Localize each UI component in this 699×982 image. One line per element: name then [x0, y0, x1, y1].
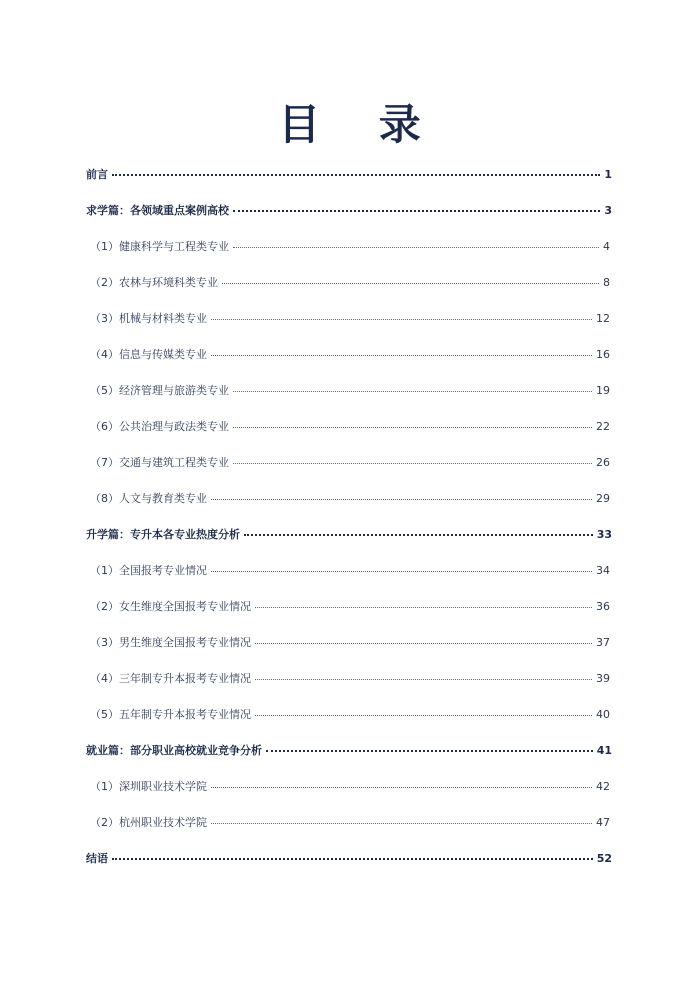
toc-leader-dots	[233, 463, 592, 464]
toc-entry[interactable]	[86, 340, 612, 376]
toc-entry[interactable]	[86, 232, 612, 268]
toc-entry-page: 42	[596, 780, 610, 793]
toc-leader-dots	[233, 247, 599, 248]
toc-entry-label: （2）农林与环境科类专业	[90, 276, 218, 289]
toc-entry-page: 3	[604, 204, 612, 217]
toc-leader-dots	[112, 858, 593, 860]
toc-leader-dots	[211, 787, 592, 788]
toc-entry-page: 52	[596, 852, 612, 865]
toc-entry[interactable]	[86, 844, 612, 880]
toc-entry-page: 37	[596, 636, 610, 649]
toc-entry[interactable]	[86, 376, 612, 412]
toc-leader-dots	[222, 283, 599, 284]
toc-leader-dots	[255, 715, 592, 716]
toc-entry[interactable]	[86, 304, 612, 340]
toc-entry[interactable]	[86, 736, 612, 772]
table-of-contents	[86, 160, 612, 880]
toc-entry[interactable]	[86, 196, 612, 232]
toc-entry-page: 40	[596, 708, 610, 721]
toc-entry[interactable]	[86, 412, 612, 448]
toc-entry[interactable]	[86, 664, 612, 700]
toc-leader-dots	[244, 534, 593, 536]
toc-leader-dots	[112, 174, 600, 176]
toc-entry-page: 47	[596, 816, 610, 829]
toc-entry-label: （6）公共治理与政法类专业	[90, 420, 229, 433]
toc-entry-label: 求学篇：各领域重点案例高校	[86, 204, 229, 217]
toc-leader-dots	[211, 571, 592, 572]
toc-entry-page: 29	[596, 492, 610, 505]
toc-entry[interactable]	[86, 700, 612, 736]
toc-entry-label: 结语	[86, 852, 108, 865]
page-title: 目 录	[278, 100, 443, 149]
toc-entry-label: （8）人文与教育类专业	[90, 492, 207, 505]
toc-entry-page: 26	[596, 456, 610, 469]
toc-entry[interactable]	[86, 160, 612, 196]
toc-entry[interactable]	[86, 448, 612, 484]
toc-entry-label: （4）三年制专升本报考专业情况	[90, 672, 251, 685]
toc-leader-dots	[255, 643, 592, 644]
toc-entry[interactable]	[86, 592, 612, 628]
toc-entry-label: （1）全国报考专业情况	[90, 564, 207, 577]
toc-entry-page: 4	[603, 240, 610, 253]
toc-leader-dots	[233, 427, 592, 428]
toc-entry-label: （3）男生维度全国报考专业情况	[90, 636, 251, 649]
toc-entry[interactable]	[86, 808, 612, 844]
toc-leader-dots	[211, 823, 592, 824]
toc-entry-page: 1	[604, 168, 612, 181]
toc-entry[interactable]	[86, 556, 612, 592]
toc-entry-label: （4）信息与传媒类专业	[90, 348, 207, 361]
toc-entry[interactable]	[86, 520, 612, 556]
toc-leader-dots	[233, 210, 600, 212]
toc-entry-page: 41	[596, 744, 612, 757]
toc-leader-dots	[211, 499, 592, 500]
toc-entry[interactable]	[86, 268, 612, 304]
toc-leader-dots	[255, 607, 592, 608]
toc-entry-label: （7）交通与建筑工程类专业	[90, 456, 229, 469]
toc-entry-label: （3）机械与材料类专业	[90, 312, 207, 325]
toc-entry-label: （2）杭州职业技术学院	[90, 816, 207, 829]
toc-leader-dots	[266, 750, 593, 752]
toc-entry[interactable]	[86, 628, 612, 664]
toc-entry[interactable]	[86, 484, 612, 520]
toc-entry-label: （5）经济管理与旅游类专业	[90, 384, 229, 397]
toc-entry-page: 16	[596, 348, 610, 361]
toc-entry-label: （1）深圳职业技术学院	[90, 780, 207, 793]
toc-entry-label: （5）五年制专升本报考专业情况	[90, 708, 251, 721]
toc-entry-page: 8	[603, 276, 610, 289]
toc-leader-dots	[211, 355, 592, 356]
toc-entry-label: 前言	[86, 168, 108, 181]
toc-entry-page: 36	[596, 600, 610, 613]
toc-entry-page: 22	[596, 420, 610, 433]
toc-entry-page: 39	[596, 672, 610, 685]
toc-leader-dots	[233, 391, 592, 392]
toc-entry-label: （1）健康科学与工程类专业	[90, 240, 229, 253]
toc-leader-dots	[211, 319, 592, 320]
toc-entry-label: （2）女生维度全国报考专业情况	[90, 600, 251, 613]
toc-entry[interactable]	[86, 772, 612, 808]
toc-entry-page: 12	[596, 312, 610, 325]
toc-leader-dots	[255, 679, 592, 680]
toc-entry-page: 19	[596, 384, 610, 397]
toc-entry-page: 33	[596, 528, 612, 541]
toc-entry-label: 升学篇：专升本各专业热度分析	[86, 528, 240, 541]
toc-entry-page: 34	[596, 564, 610, 577]
toc-entry-label: 就业篇：部分职业高校就业竞争分析	[86, 744, 262, 757]
